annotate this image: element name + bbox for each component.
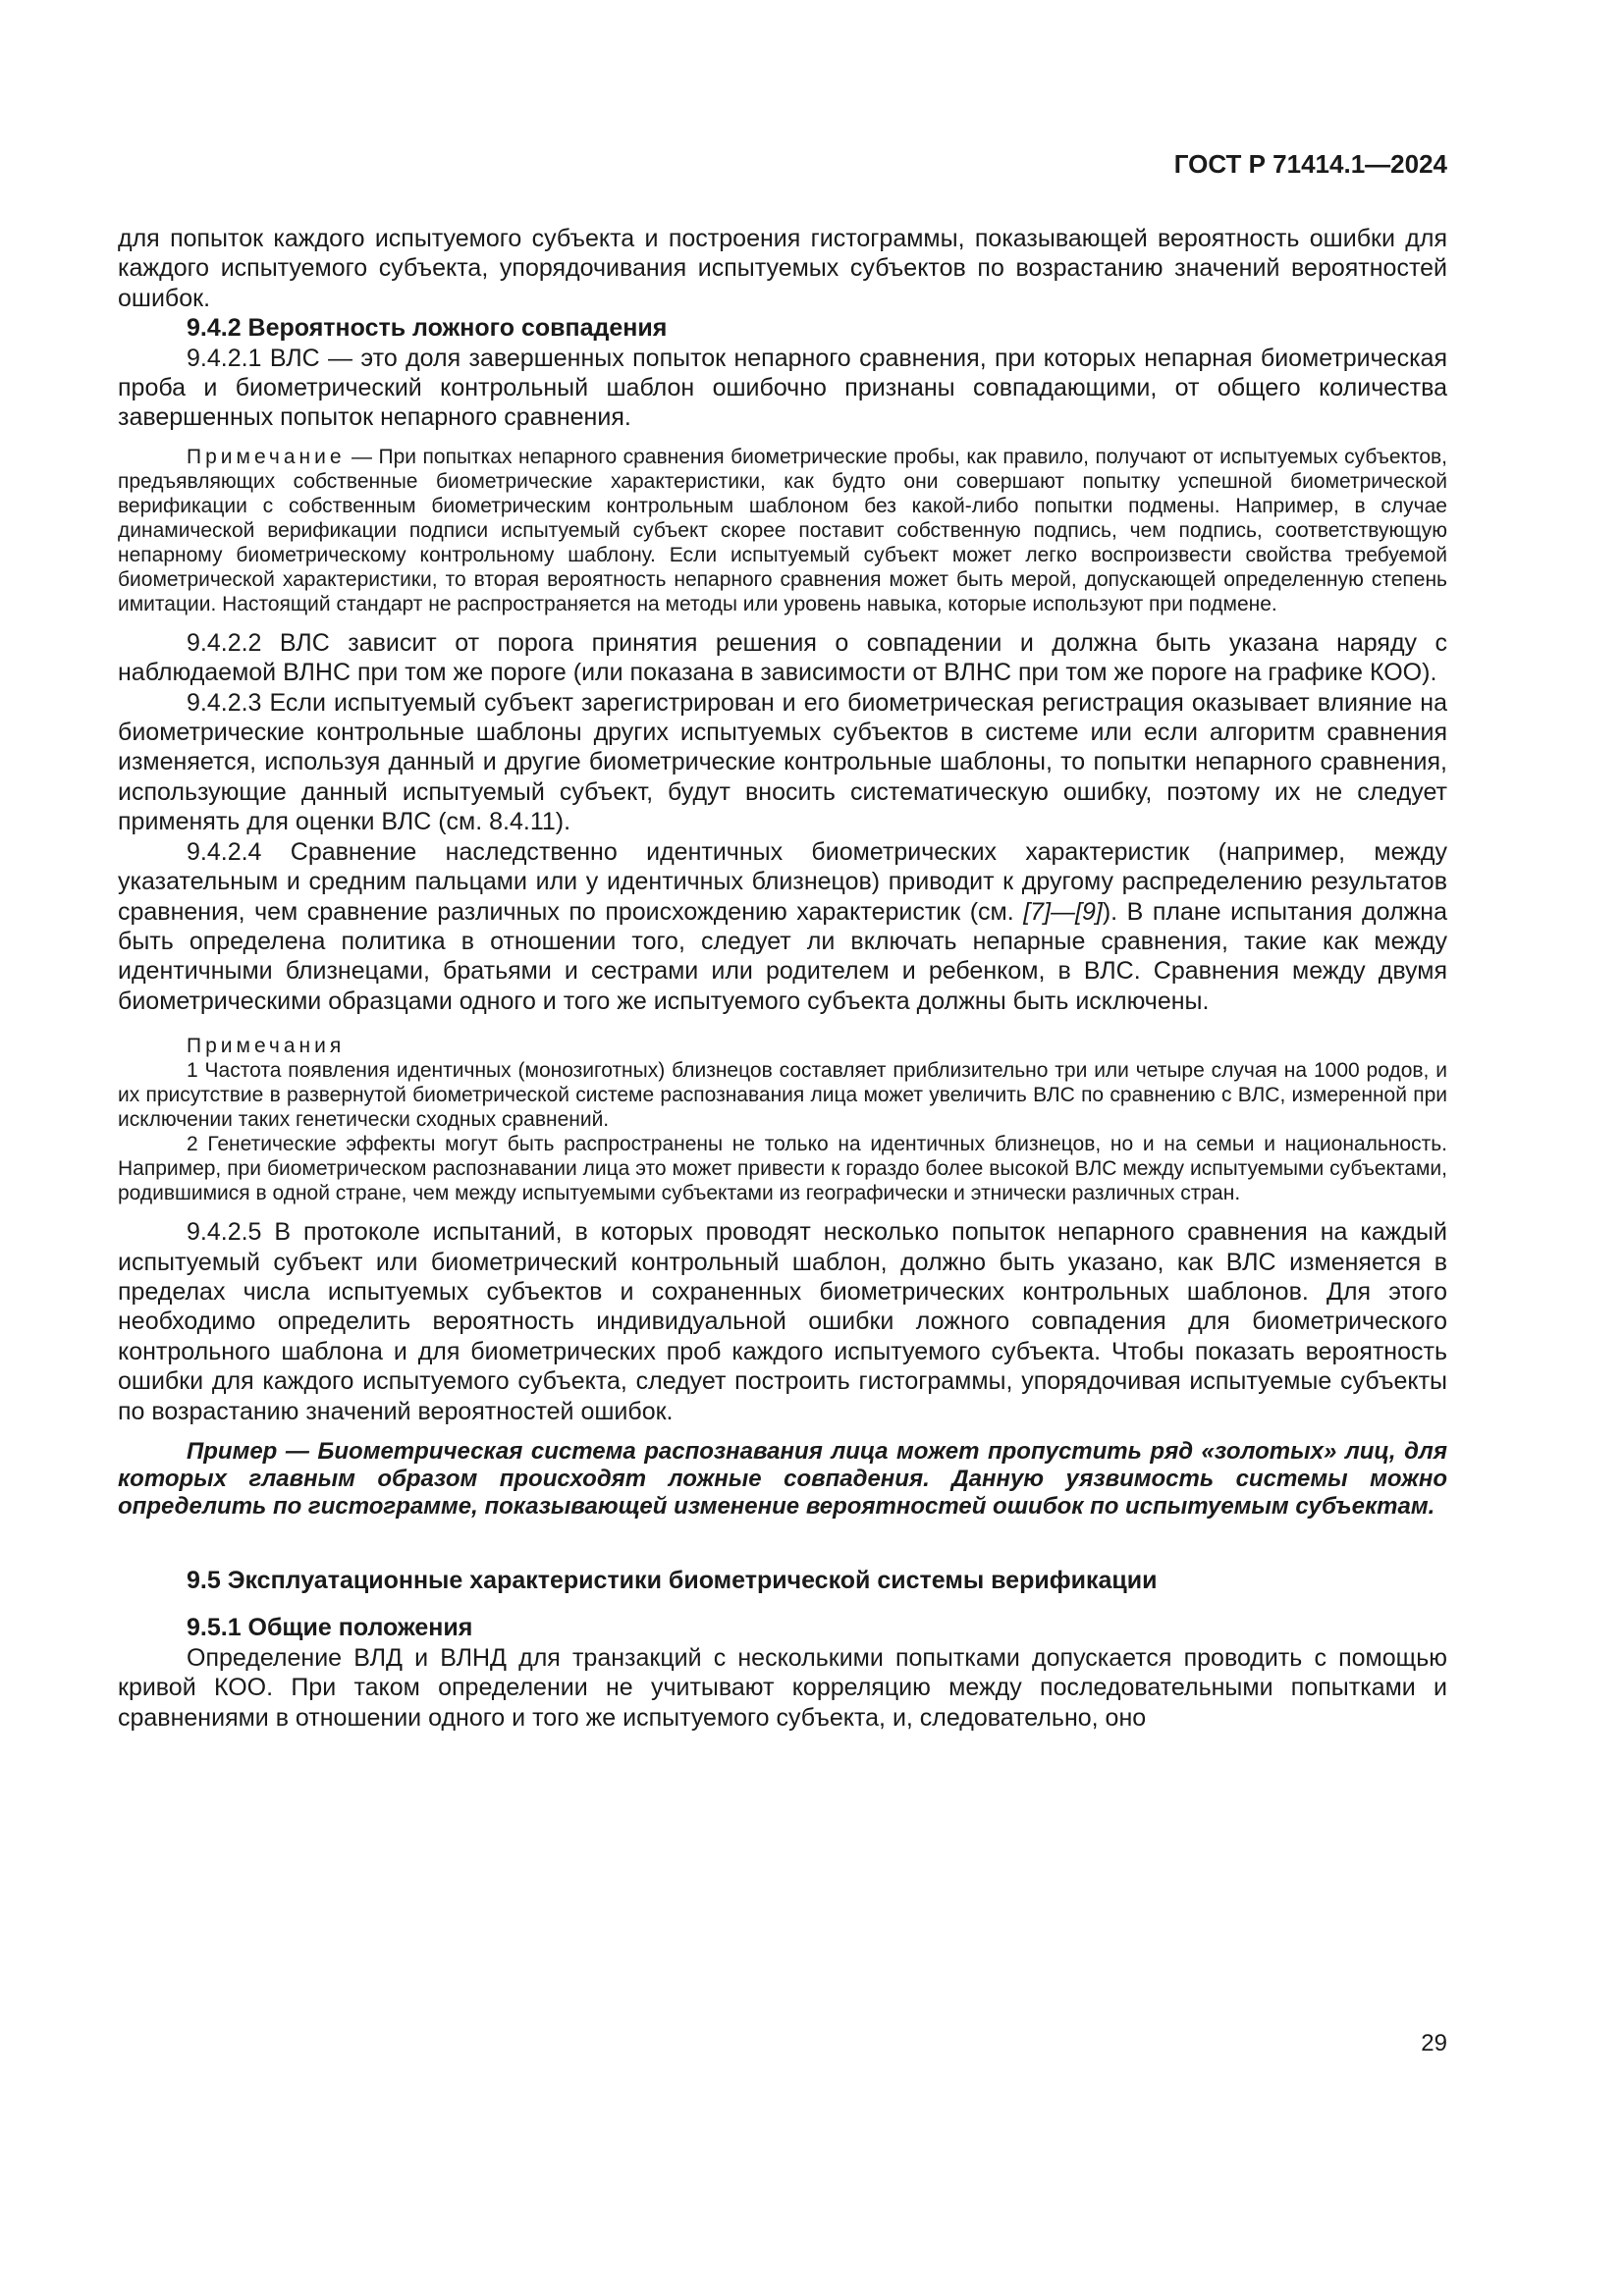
bibliography-reference: [7]—[9] bbox=[1023, 897, 1103, 926]
note-2: 2 Генетические эффекты могут быть распространены не только на идентичных близнецов, но и на семьи и национальность. Например, при биометрическом распознавании лица это может привести к гораздо более высокой ВЛС между испытуемыми субъектами, родившимися в одной стране, чем между испытуемыми субъектами из географически и этнически различных стран. bbox=[118, 1133, 1447, 1205]
paragraph-9-5-1: Определение ВЛД и ВЛНД для транзакций с несколькими попытками допускается проводить с помощью кривой КОО. При таком определении не учитывают корреляцию между последовательными попытками и сравнениями в отношении одного и того же испытуемого субъекта, и, следовательно, оно bbox=[118, 1643, 1447, 1732]
paragraph-9-4-2-5: 9.4.2.5 В протоколе испытаний, в которых проводят несколько попыток непарного сравнения на каждый испытуемый субъект или биометрический контрольный шаблон, должно быть указано, как ВЛС изменяется в пределах числа испытуемых субъектов и сохраненных биометрических контрольных шаблонов. Для этого необходимо определить вероятность индивидуальной ошибки ложного совпадения для биометрического контрольного шаблона и для биометрических проб каждого испытуемого субъекта. Чтобы показать вероятность ошибки для каждого испытуемого субъекта, следует построить гистограммы, упорядочивая испытуемые субъекты по возрастанию значений вероятностей ошибок. bbox=[118, 1218, 1447, 1425]
heading-9-5-1: 9.5.1 Общие положения bbox=[187, 1614, 473, 1642]
notes-title: Примечания bbox=[187, 1035, 346, 1058]
example-block: Пример — Биометрическая система распознавания лица может пропустить ряд «золотых» лиц, для которых главным образом происходят ложные совпадения. Данную уязвимость системы можно определить по гистограмме, показывающей изменение вероятностей ошибок по испытуемым субъектам. bbox=[118, 1437, 1447, 1520]
paragraph-9-4-2-1: 9.4.2.1 ВЛС — это доля завершенных попыток непарного сравнения, при которых непарная биометрическая проба и биометрический контрольный шаблон ошибочно признаны совпадающими, от общего количества завершенных попыток непарного сравнения. bbox=[118, 344, 1447, 432]
note-1: 1 Частота появления идентичных (монозиготных) близнецов составляет приблизительно три или четыре случая на 1000 родов, и их присутствие в развернутой биометрической системе распознавания лица может увеличить ВЛС по сравнению с ВЛС, измеренной при исключении таких генетически сходных сравнений. bbox=[118, 1059, 1447, 1132]
note-label: Примечание bbox=[187, 445, 346, 468]
document-code: ГОСТ Р 71414.1—2024 bbox=[1173, 149, 1447, 179]
heading-9-5: 9.5 Эксплуатационные характеристики биометрической системы верификации bbox=[187, 1566, 1158, 1594]
page-content bbox=[118, 224, 1447, 1733]
paragraph-9-4-2-3: 9.4.2.3 Если испытуемый субъект зарегистрирован и его биометрическая регистрация оказывает влияние на биометрические контрольные шаблоны других испытуемых субъектов в системе или если алгоритм сравнения изменяется, используя данный и другие биометрические контрольные шаблоны, то попытки непарного сравнения, использующие данный испытуемый субъект, будут вносить систематическую ошибку, поэтому их не следует применять для оценки ВЛС (см. 8.4.11). bbox=[118, 688, 1447, 836]
heading-9-4-2: 9.4.2 Вероятность ложного совпадения bbox=[187, 314, 668, 343]
paragraph-9-4-2-4-part2: ). В плане испытания должна быть определена политика в отношении того, следует ли включать непарные сравнения, такие как между идентичными близнецами, братьями и сестрами или родителем и ребенком, в ВЛС. Сравнения между двумя биометрическими образцами одного и того же испытуемого субъекта должны быть исключены. bbox=[118, 897, 1447, 1015]
note-text: — При попытках непарного сравнения биометрические пробы, как правило, получают от испытуемых субъектов, предъявляющих собственные биометрические характеристики, как будто они совершают попытку успешной биометрической верификации с собственным биометрическим контрольным шаблоном без какой-либо попытки подмены. Например, в случае динамической верификации подписи испытуемый субъект скорее поставит собственную подпись, чем подпись, соответствующую непарному биометрическому контрольному шаблону. Если испытуемый субъект может легко воспроизвести свойства требуемой биометрической характеристики, то вторая вероятность непарного сравнения может быть мерой, допускающей определенную степень имитации. Настоящий стандарт не распространяется на методы или уровень навыка, которые используют при подмене. bbox=[118, 445, 1447, 615]
note-9-4-2-1 bbox=[118, 445, 1447, 616]
document-page bbox=[118, 0, 1447, 2296]
paragraph-continuation: для попыток каждого испытуемого субъекта и построения гистограммы, показывающей вероятность ошибки для каждого испытуемого субъекта, упорядочивания испытуемых субъектов по возрастанию значений вероятностей ошибок. bbox=[118, 225, 1447, 312]
paragraph-9-4-2-4 bbox=[118, 837, 1447, 1016]
page-number: 29 bbox=[1421, 2030, 1447, 2056]
paragraph-9-4-2-2: 9.4.2.2 ВЛС зависит от порога принятия решения о совпадении и должна быть указана наряду с наблюдаемой ВЛНС при том же пороге (или показана в зависимости от ВЛНС при том же пороге на графике КОО). bbox=[118, 628, 1447, 687]
paragraph-9-4-2-4-part1: 9.4.2.4 Сравнение наследственно идентичных биометрических характеристик (например, между указательным и средним пальцами или у идентичных близнецов) приводит к другому распределению результатов сравнения, чем сравнение различных по происхождению характеристик (см. bbox=[118, 837, 1447, 926]
